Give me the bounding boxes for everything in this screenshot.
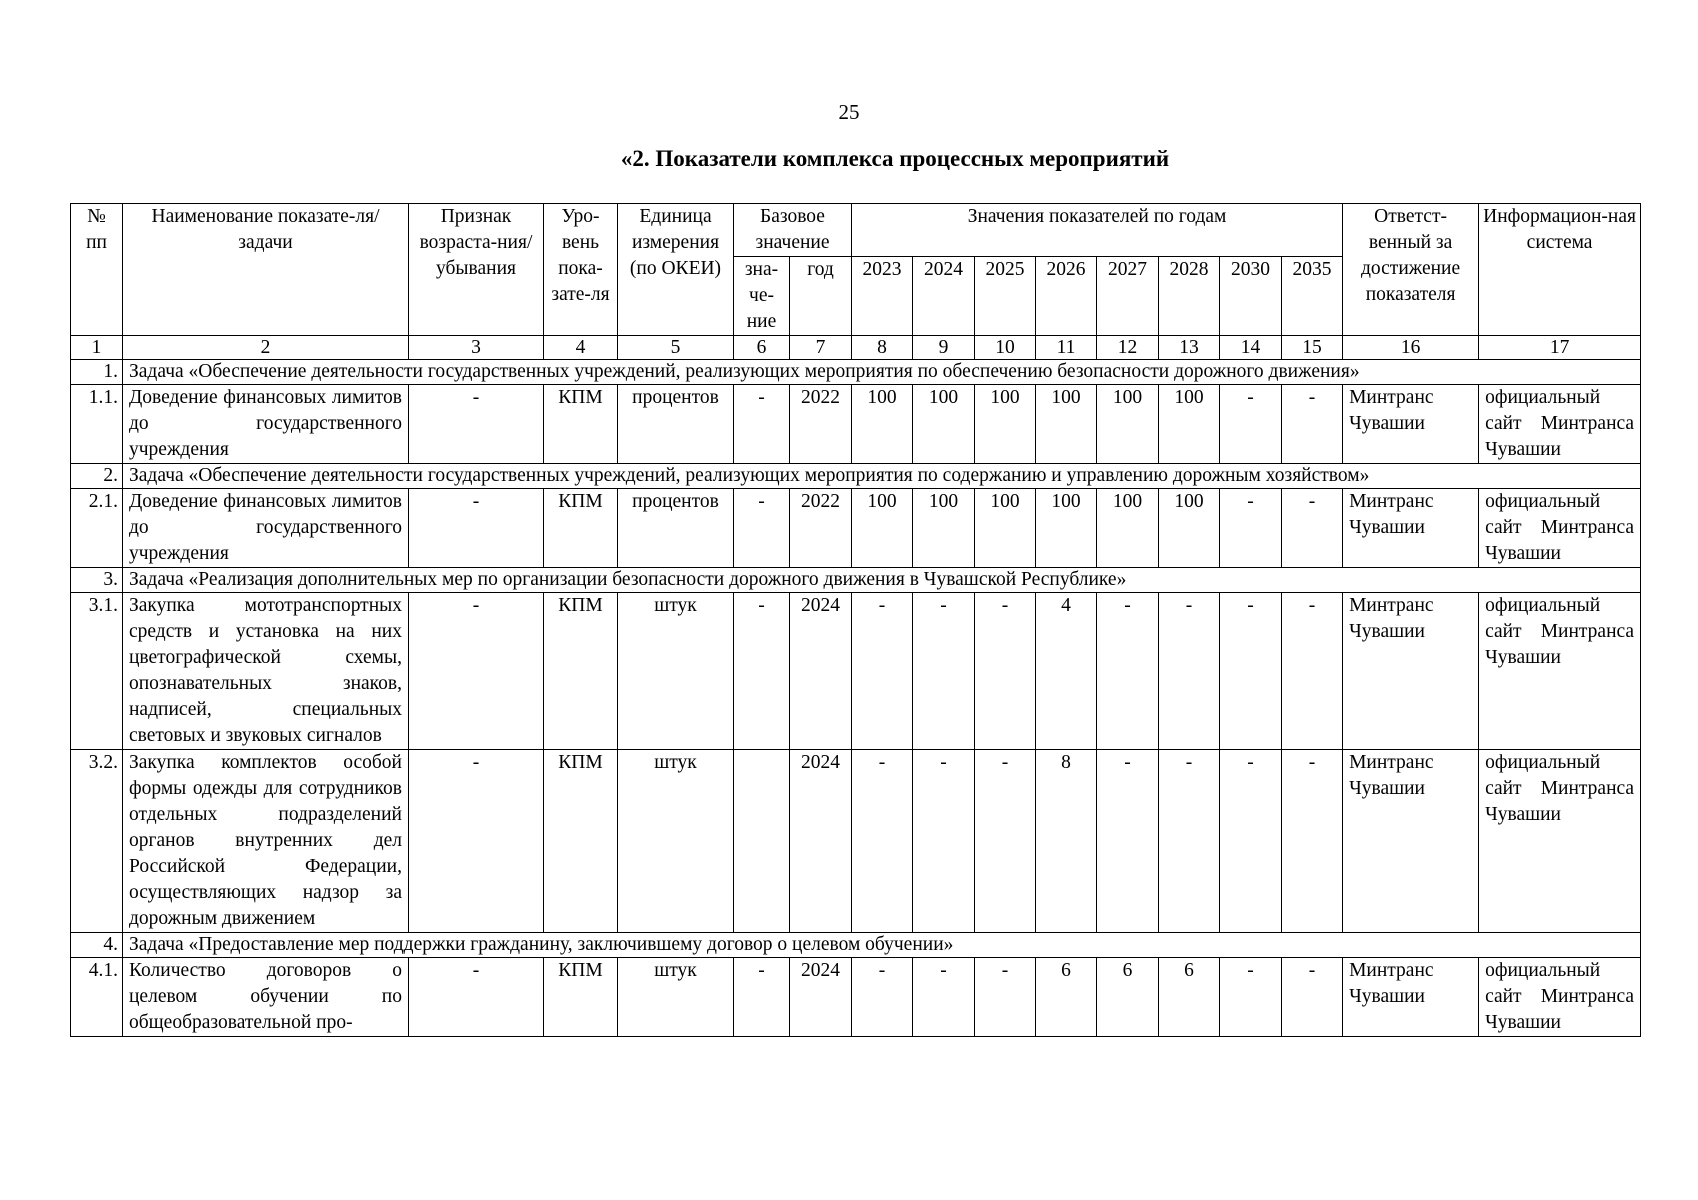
indicator-name: Доведение финансовых лимитов до государственного учреждения: [123, 489, 409, 568]
indicator-responsible: Минтранс Чувашии: [1343, 958, 1479, 1037]
indicator-base-year: 2024: [790, 958, 852, 1037]
section-title: «2. Показатели комплекса процессных мероприятий: [620, 146, 1170, 171]
indicator-number: 1.1.: [71, 385, 123, 464]
indicator-base-year: 2022: [790, 385, 852, 464]
indicator-year-value: -: [852, 958, 913, 1037]
header-year: 2028: [1159, 257, 1220, 336]
indicator-year-value: -: [1159, 750, 1220, 933]
indicator-name: Закупка мототранспортных средств и установка на них цветографической схемы, опознавательных знаков, надписей, специальных световых и звуковых сигналов: [123, 593, 409, 750]
header-responsible: Ответст-венный за достижение показателя: [1343, 204, 1479, 336]
header-year: 2026: [1036, 257, 1097, 336]
indicator-year-value: 100: [852, 385, 913, 464]
indicator-year-value: 100: [913, 489, 975, 568]
column-number: 17: [1479, 336, 1641, 360]
column-number: 2: [123, 336, 409, 360]
task-title: Задача «Предоставление мер поддержки гражданину, заключившему договор о целевом обучении»: [123, 933, 1641, 958]
indicator-year-value: -: [975, 958, 1036, 1037]
task-number: 1.: [71, 360, 123, 385]
indicator-unit: процентов: [618, 385, 734, 464]
task-title: Задача «Реализация дополнительных мер по организации безопасности дорожного движения в Чувашской Республике»: [123, 568, 1641, 593]
indicator-year-value: -: [913, 750, 975, 933]
indicator-sign: -: [409, 489, 544, 568]
column-number: 6: [734, 336, 790, 360]
column-number: 3: [409, 336, 544, 360]
column-number: 12: [1097, 336, 1159, 360]
indicator-year-value: -: [1282, 593, 1343, 750]
indicator-name: Количество договоров о целевом обучении по общеобразовательной про-: [123, 958, 409, 1037]
header-year: 2035: [1282, 257, 1343, 336]
indicator-number: 2.1.: [71, 489, 123, 568]
indicator-info-system: официальный сайт Минтранса Чувашии: [1479, 385, 1641, 464]
header-sign: Признак возраста-ния/ убывания: [409, 204, 544, 336]
task-title: Задача «Обеспечение деятельности государственных учреждений, реализующих мероприятия по содержанию и управлению дорожным хозяйством»: [123, 464, 1641, 489]
indicator-year-value: -: [1282, 489, 1343, 568]
header-row: [71, 204, 1641, 257]
indicator-year-value: 100: [1159, 489, 1220, 568]
indicator-row: [71, 958, 1641, 1037]
indicator-level: КПМ: [544, 750, 618, 933]
column-number: 1: [71, 336, 123, 360]
indicator-year-value: -: [1282, 750, 1343, 933]
indicator-level: КПМ: [544, 385, 618, 464]
task-row: [71, 464, 1641, 489]
indicator-responsible: Минтранс Чувашии: [1343, 750, 1479, 933]
indicator-year-value: 100: [1159, 385, 1220, 464]
indicator-row: [71, 593, 1641, 750]
indicator-year-value: -: [852, 750, 913, 933]
column-number: 14: [1220, 336, 1282, 360]
indicator-year-value: -: [975, 750, 1036, 933]
indicator-year-value: -: [1159, 593, 1220, 750]
indicator-year-value: -: [1282, 385, 1343, 464]
indicator-info-system: официальный сайт Минтранса Чувашии: [1479, 593, 1641, 750]
indicator-number: 3.1.: [71, 593, 123, 750]
indicator-number: 3.2.: [71, 750, 123, 933]
column-numbers-row: [71, 336, 1641, 360]
indicator-sign: -: [409, 593, 544, 750]
indicator-row: [71, 385, 1641, 464]
indicator-year-value: -: [1097, 750, 1159, 933]
indicator-year-value: 100: [913, 385, 975, 464]
indicator-level: КПМ: [544, 489, 618, 568]
page-number: 25: [838, 100, 860, 124]
indicator-year-value: 100: [975, 489, 1036, 568]
indicator-base-year: 2024: [790, 750, 852, 933]
indicator-year-value: 100: [1097, 489, 1159, 568]
task-number: 2.: [71, 464, 123, 489]
indicator-responsible: Минтранс Чувашии: [1343, 489, 1479, 568]
indicator-name: Доведение финансовых лимитов до государственного учреждения: [123, 385, 409, 464]
indicator-sign: -: [409, 958, 544, 1037]
column-number: 11: [1036, 336, 1097, 360]
indicator-year-value: -: [1282, 958, 1343, 1037]
header-year: 2023: [852, 257, 913, 336]
indicator-base-year: 2024: [790, 593, 852, 750]
task-number: 3.: [71, 568, 123, 593]
indicator-year-value: 100: [1036, 489, 1097, 568]
indicator-responsible: Минтранс Чувашии: [1343, 385, 1479, 464]
indicator-year-value: 6: [1036, 958, 1097, 1037]
indicator-year-value: -: [1220, 385, 1282, 464]
indicator-year-value: 100: [1097, 385, 1159, 464]
header-name: Наименование показате-ля/задачи: [123, 204, 409, 336]
header-unit: Единица измерения (по ОКЕИ): [618, 204, 734, 336]
indicator-row: [71, 489, 1641, 568]
indicator-name: Закупка комплектов особой формы одежды для сотрудников отдельных подразделений органов внутренних дел Российской Федерации, осуществляющих надзор за дорожным движением: [123, 750, 409, 933]
indicator-unit: штук: [618, 958, 734, 1037]
column-number: 10: [975, 336, 1036, 360]
indicator-unit: процентов: [618, 489, 734, 568]
task-row: [71, 360, 1641, 385]
header-pp: № пп: [71, 204, 123, 336]
indicator-year-value: 6: [1097, 958, 1159, 1037]
indicator-row: [71, 750, 1641, 933]
indicator-year-value: -: [1220, 958, 1282, 1037]
indicator-year-value: -: [1220, 750, 1282, 933]
indicator-year-value: 4: [1036, 593, 1097, 750]
task-number: 4.: [71, 933, 123, 958]
header-year: 2030: [1220, 257, 1282, 336]
indicator-number: 4.1.: [71, 958, 123, 1037]
indicator-year-value: 8: [1036, 750, 1097, 933]
indicator-year-value: -: [913, 593, 975, 750]
header-year: 2025: [975, 257, 1036, 336]
column-number: 15: [1282, 336, 1343, 360]
indicator-info-system: официальный сайт Минтранса Чувашии: [1479, 958, 1641, 1037]
indicator-base-year: 2022: [790, 489, 852, 568]
header-info-system: Информацион-ная система: [1479, 204, 1641, 336]
header-years-title: Значения показателей по годам: [852, 204, 1343, 257]
indicator-year-value: -: [975, 593, 1036, 750]
indicator-year-value: -: [852, 593, 913, 750]
indicator-level: КПМ: [544, 593, 618, 750]
indicator-level: КПМ: [544, 958, 618, 1037]
indicator-base-value: -: [734, 593, 790, 750]
indicator-year-value: 100: [1036, 385, 1097, 464]
indicator-year-value: 100: [852, 489, 913, 568]
column-number: 8: [852, 336, 913, 360]
task-row: [71, 568, 1641, 593]
column-number: 7: [790, 336, 852, 360]
indicator-year-value: -: [1220, 489, 1282, 568]
indicators-table: [70, 203, 1641, 1037]
task-row: [71, 933, 1641, 958]
indicator-info-system: официальный сайт Минтранса Чувашии: [1479, 489, 1641, 568]
indicator-base-value: -: [734, 489, 790, 568]
column-number: 16: [1343, 336, 1479, 360]
indicator-year-value: 6: [1159, 958, 1220, 1037]
header-base: Базовое значение: [734, 204, 852, 257]
indicator-year-value: -: [1220, 593, 1282, 750]
header-level: Уро-вень пока-зате-ля: [544, 204, 618, 336]
indicator-year-value: -: [913, 958, 975, 1037]
header-base-value: зна-че-ние: [734, 257, 790, 336]
column-number: 13: [1159, 336, 1220, 360]
header-year: 2024: [913, 257, 975, 336]
column-number: 4: [544, 336, 618, 360]
indicator-info-system: официальный сайт Минтранса Чувашии: [1479, 750, 1641, 933]
indicator-sign: -: [409, 385, 544, 464]
header-year: 2027: [1097, 257, 1159, 336]
column-number: 5: [618, 336, 734, 360]
indicator-year-value: 100: [975, 385, 1036, 464]
indicator-unit: штук: [618, 750, 734, 933]
indicator-base-value: -: [734, 958, 790, 1037]
header-base-year: год: [790, 257, 852, 336]
task-title: Задача «Обеспечение деятельности государственных учреждений, реализующих мероприятия по обеспечению безопасности дорожного движения»: [123, 360, 1641, 385]
indicator-unit: штук: [618, 593, 734, 750]
indicator-base-value: -: [734, 385, 790, 464]
indicator-year-value: -: [1097, 593, 1159, 750]
indicator-responsible: Минтранс Чувашии: [1343, 593, 1479, 750]
indicator-sign: -: [409, 750, 544, 933]
indicator-base-value: [734, 750, 790, 933]
column-number: 9: [913, 336, 975, 360]
